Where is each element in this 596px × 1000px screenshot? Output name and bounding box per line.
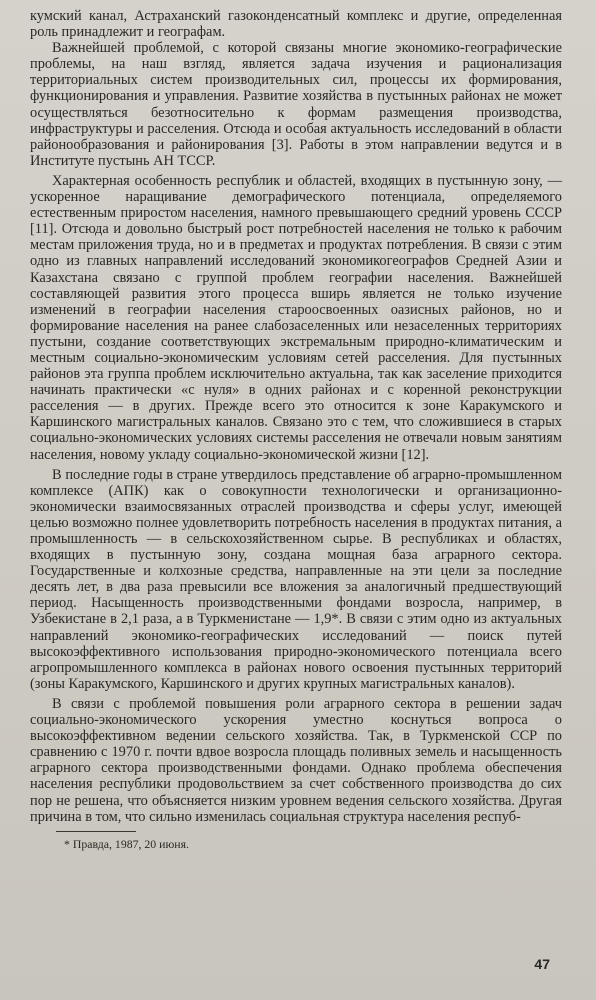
paragraph-population: Характерная особенность республик и областей, входящих в пустынную зону, — ускоренное наращивание демографического потенциала, определяемого естественным приростом населения, намного превышающего средний уровень СССР [11]. Отсюда и довольно быстрый рост потребностей населения не только к рабочим местам приложения труда, но и в предметах и продуктах потребления. В связи с этим одно из главных направлений исследований экономикогеографов Средней Азии и Казахстана связано с группой проблем географии населения. Важнейшей составляющей развития этого процесса вширь является не только изучение изменений в географии населения староосвоенных оазисных районов, но и формирование населения на ранее слабозаселенных или незаселенных территориях пустыни, создание соответствующих экстремальным природно-климатическим и местным социально-экономическим условиям сетей расселения. Для пустынных районов эта группа проблем исключительно актуальна, так как заселение приходится начинать практически «с нуля» в одних районах и с коренной реконструкции расселения — в других. Прежде всего это относится к зоне Каракумского и Каршинского магистральных каналов. Связано это с тем, что сложившиеся в старых социально-экономических условиях системы расселения не отвечали новым занятиям населения, новому укладу социально-экономической жизни [12]. [30, 172, 562, 463]
paragraph-territorial-systems: Важнейшей проблемой, с которой связаны многие экономико-географические проблемы, на наш взгляд, является задача изучения и рационализация территориальных систем производительных сил, процессы их формирования, функционирования и управления. Развитие хозяйства в пустынных районах не может осуществляться безотносительно к формам размещения производства, инфраструктуры и расселения. Отсюда и особая актуальность исследований в области районообразования и районирования [3]. Работы в этом направлении ведутся и в Институте пустынь АН ТССР. [30, 40, 562, 169]
paragraph-agro-industrial: В последние годы в стране утвердилось представление об аграрно-промышленном комплексе (АПК) как о совокупности технологически и организационно-экономически взаимосвязанных отраслей производства и сферы услуг, имеющей целью возможно полнее удовлетворить потребность населения в продуктах питания, а промышленность — в сельскохозяйственном сырье. В республиках и областях, входящих в пустынную зону, создана мощная база аграрного сектора. Государственные и колхозные средства, направленные на эти цели за последние десять лет, в два раза превысили все вложения за аналогичный предшествующий период. Насыщенность производственными фондами возросла, например, в Узбекистане в 2,1 раза, а в Туркменистане — 1,9*. В связи с этим одно из актуальных направлений экономико-географических исследований — поиск путей высокоэффективного использования природно-экономического потенциала всего агропромышленного комплекса в районах нового освоения пустынных территорий (зоны Каракумского, Каршинского и других крупных магистральных каналов). [30, 466, 562, 692]
paragraph-agriculture: В связи с проблемой повышения роли аграрного сектора в решении задач социально-экономического ускорения уместно коснуться вопроса о высокоэффективном ведении сельского хозяйства. Так, в Туркменской ССР по сравнению с 1970 г. почти вдвое возросла площадь поливных земель и насыщенность аграрного сектора производственными фондами. Однако проблема обеспечения населения республики продовольствием за счет собственного производства до сих пор не решена, что объясняется низким уровнем ведения сельского хозяйства. Другая причина в том, что сильно изменилась социальная структура населения респуб- [30, 695, 562, 825]
footnote-rule [56, 831, 136, 832]
body-text [30, 8, 562, 825]
page-number: 47 [534, 956, 550, 972]
paragraph-continuation: кумский канал, Астраханский газоконденсатный комплекс и другие, определенная роль принадлежит и географам. [30, 8, 562, 41]
footnote: * Правда, 1987, 20 июня. [64, 836, 189, 851]
